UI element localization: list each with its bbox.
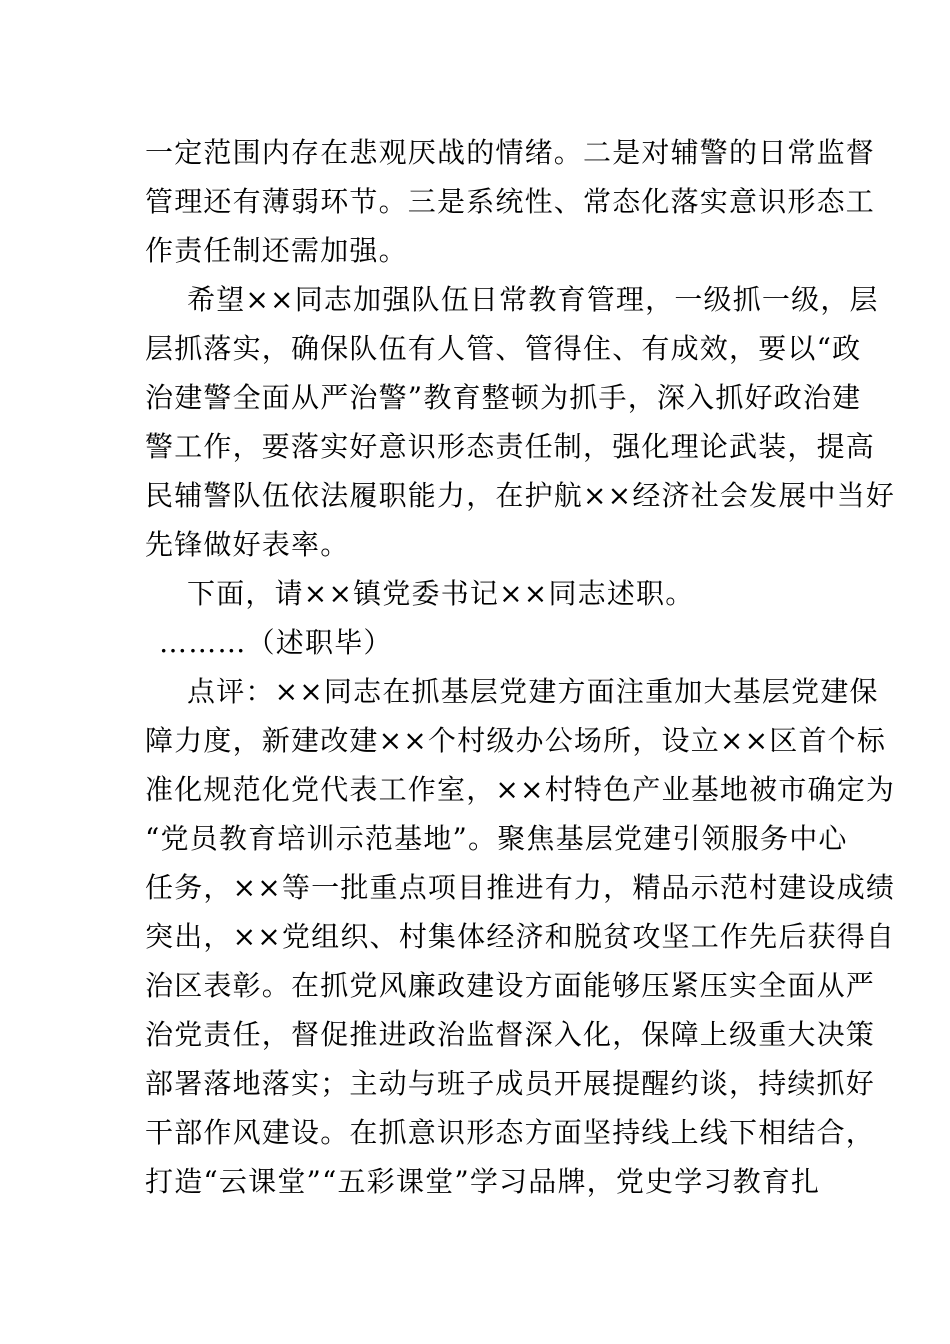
body-text <box>145 128 896 1206</box>
text-line-11: ………（述职毕） <box>159 626 393 659</box>
text-line-20: 部署落地落实；主动与班子成员开展提醒约谈，持续抓好 <box>145 1067 876 1100</box>
text-line-15: “党员教育培训示范基地”。聚焦基层党建引领服务中心 <box>145 822 848 855</box>
text-line-2: 管理还有薄弱环节。三是系统性、常态化落实意识形态工 <box>145 185 876 218</box>
text-line-1: 一定范围内存在悲观厌战的情绪。二是对辅警的日常监督 <box>145 136 876 169</box>
text-line-16: 任务，××等一批重点项目推进有力，精品示范村建设成绩 <box>145 871 896 904</box>
text-line-18: 治区表彰。在抓党风廉政建设方面能够压紧压实全面从严 <box>145 969 876 1002</box>
text-line-21: 干部作风建设。在抓意识形态方面坚持线上线下相结合， <box>145 1116 876 1149</box>
text-line-14: 准化规范化党代表工作室，××村特色产业基地被市确定为 <box>145 773 896 806</box>
text-line-19: 治党责任，督促推进政治监督深入化，保障上级重大决策 <box>145 1018 876 1051</box>
text-line-4: 希望××同志加强队伍日常教育管理，一级抓一级，层 <box>187 283 879 316</box>
text-line-3: 作责任制还需加强。 <box>145 234 408 267</box>
text-line-22: 打造“云课堂”“五彩课堂”学习品牌，党史学习教育扎 <box>145 1165 821 1198</box>
text-line-7: 警工作，要落实好意识形态责任制，强化理论武装，提高 <box>145 430 876 463</box>
text-line-10: 下面，请××镇党委书记××同志述职。 <box>187 577 695 610</box>
text-line-13: 障力度，新建改建××个村级办公场所，设立××区首个标 <box>145 724 887 757</box>
text-line-12: 点评：××同志在抓基层党建方面注重加大基层党建保 <box>187 675 879 708</box>
text-line-8: 民辅警队伍依法履职能力，在护航××经济社会发展中当好 <box>145 479 896 512</box>
text-line-17: 突出，××党组织、村集体经济和脱贫攻坚工作先后获得自 <box>145 920 896 953</box>
text-line-6: 治建警全面从严治警”教育整顿为抓手，深入抓好政治建 <box>145 381 862 414</box>
text-line-9: 先锋做好表率。 <box>145 528 350 561</box>
text-line-5: 层抓落实，确保队伍有人管、管得住、有成效，要以“政 <box>145 332 862 365</box>
